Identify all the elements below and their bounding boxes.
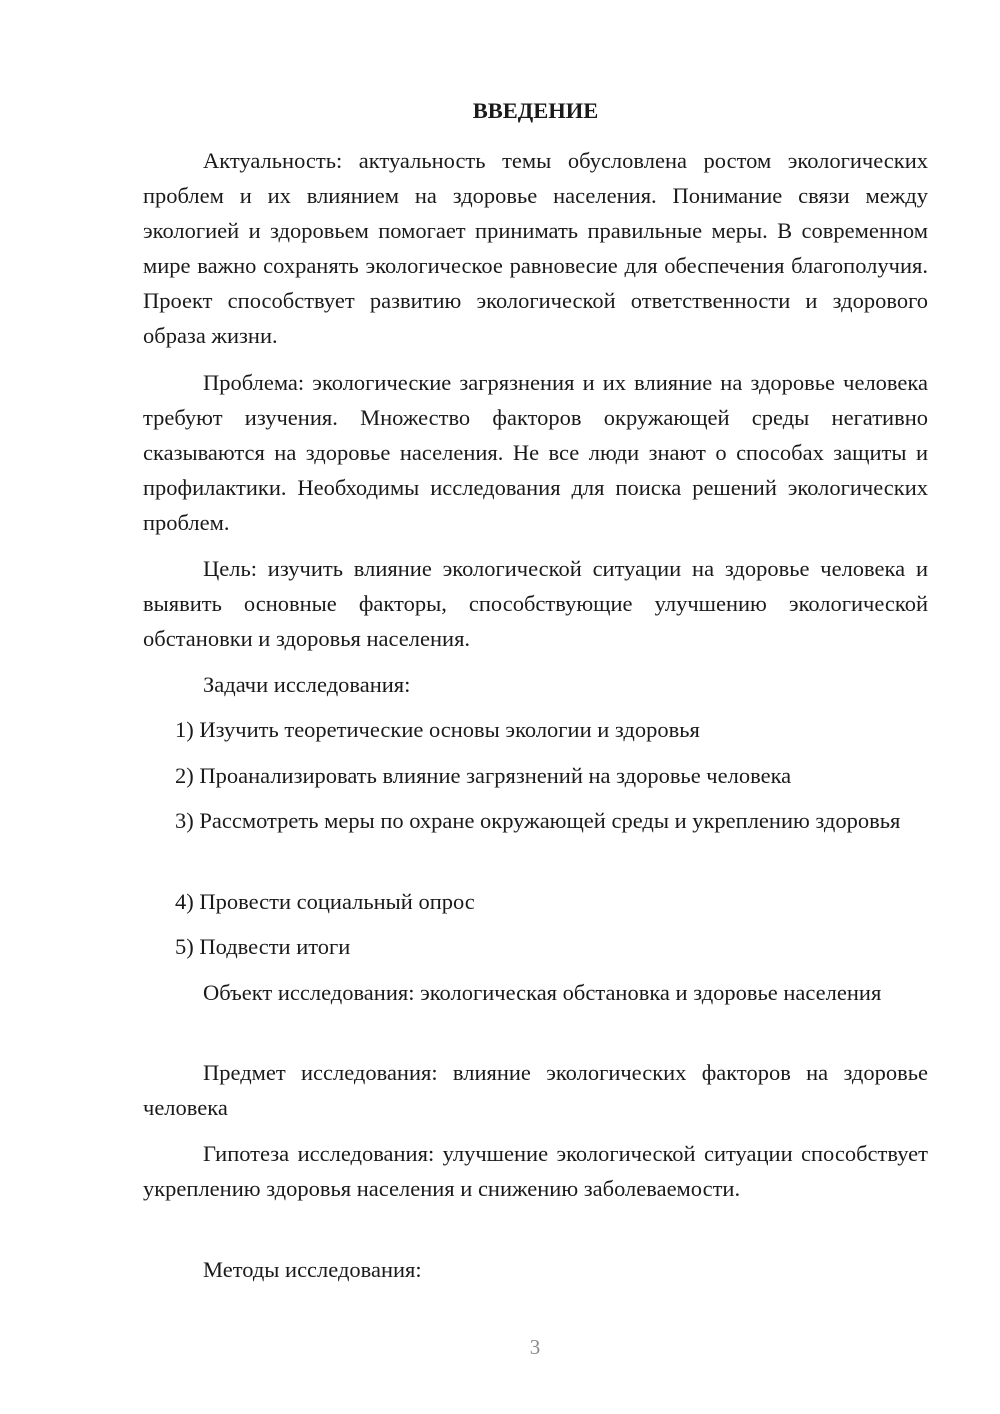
task-item: 2) Проанализировать влияние загрязнений на здоровье человека [175, 763, 792, 788]
task-item: 3) Рассмотреть меры по охране окружающей среды и укреплению здоровья [175, 808, 901, 833]
page-title: ВВЕДЕНИЕ [472, 98, 599, 123]
methods-heading: Методы исследования: [203, 1257, 422, 1282]
paragraph-hypothesis: Гипотеза исследования: улучшение экологической ситуации способствует укреплению здоровья населения и снижению заболеваемости. [143, 1141, 928, 1201]
page-number: 3 [529, 1335, 541, 1359]
paragraph-goal: Цель: изучить влияние экологической ситуации на здоровье человека и выявить основные факторы, способствующие улучшению экологической обстановки и здоровья населения. [143, 556, 928, 651]
paragraph-object: Объект исследования: экологическая обстановка и здоровье населения [203, 980, 882, 1005]
task-item: 4) Провести социальный опрос [175, 889, 475, 914]
task-item: 1) Изучить теоретические основы экологии и здоровья [175, 717, 700, 742]
tasks-heading: Задачи исследования: [203, 672, 411, 697]
paragraph-subject: Предмет исследования: влияние экологических факторов на здоровье человека [143, 1060, 928, 1120]
task-item: 5) Подвести итоги [175, 934, 351, 959]
paragraph-relevance: Актуальность: актуальность темы обусловлена ростом экологических проблем и их влиянием на здоровье населения. Понимание связи между экологией и здоровьем помогает принимать правильные меры. В современном мире важно сохранять экологическое равновесие для обеспечения благополучия. Проект способствует развитию экологической ответственности и здорового образа жизни. [143, 148, 928, 348]
paragraph-problem: Проблема: экологические загрязнения и их влияние на здоровье человека требуют изучения. Множество факторов окружающей среды негативно сказываются на здоровье населения. Не все люди знают о способах защиты и профилактики. Необходимы исследования для поиска решений экологических проблем. [143, 370, 928, 535]
